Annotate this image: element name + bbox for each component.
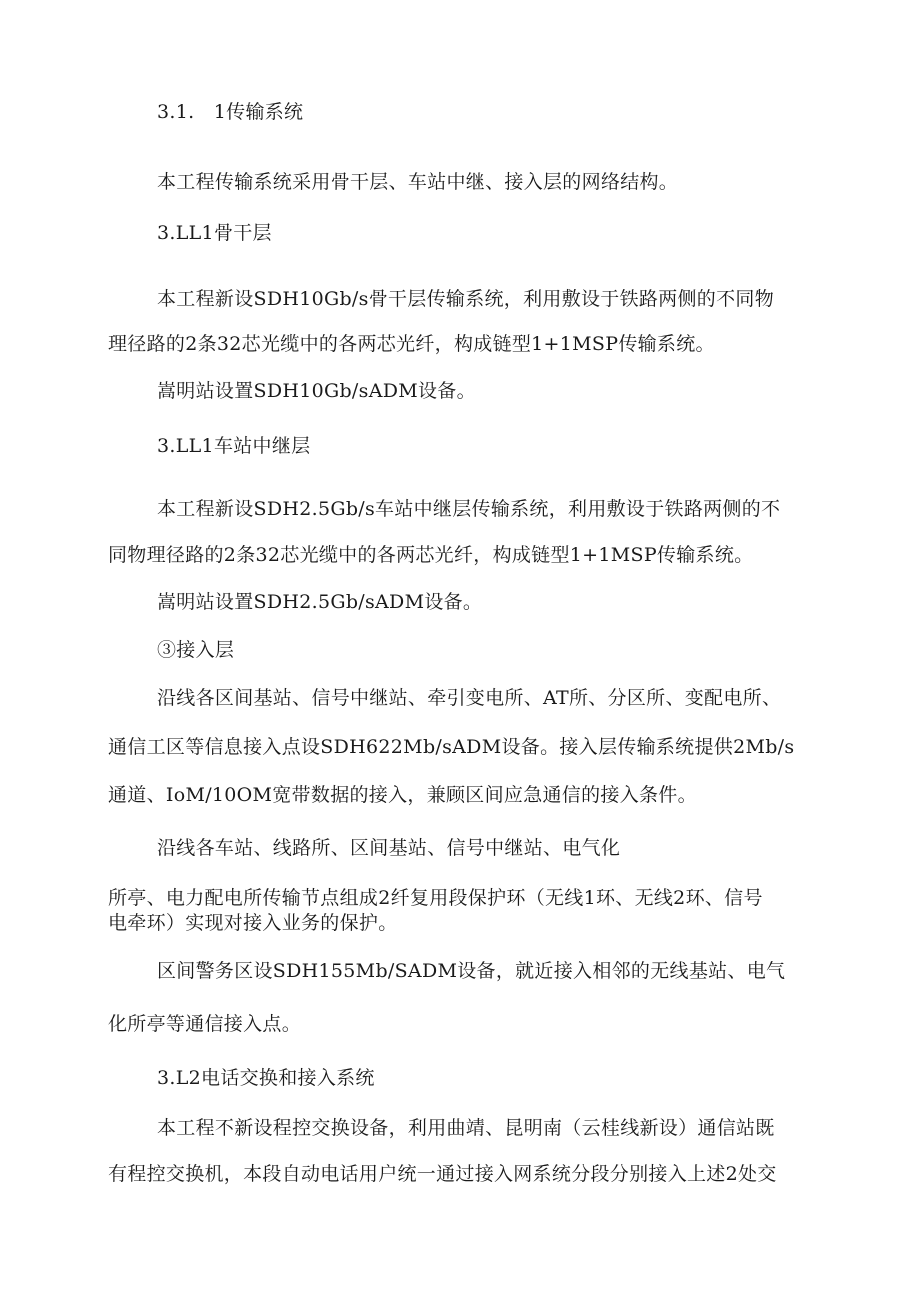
- section-heading: 3.1. 1传输系统: [157, 101, 304, 123]
- paragraph-line: 化所亭等通信接入点。: [108, 1013, 302, 1035]
- subsection-heading: ③接入层: [157, 639, 235, 661]
- paragraph-line: 沿线各车站、线路所、区间基站、信号中继站、电气化: [157, 837, 621, 859]
- paragraph-line: 沿线各区间基站、信号中继站、牵引变电所、AT所、分区所、变配电所、: [157, 687, 782, 709]
- paragraph-line: 所亭、电力配电所传输节点组成2纤复用段保护环（无线1环、无线2环、信号: [108, 887, 763, 909]
- paragraph-line: 本工程新设SDH10Gb∕s骨干层传输系统，利用敷设于铁路两侧的不同物: [157, 288, 774, 310]
- paragraph-line: 区间警务区设SDH155Mb∕SADM设备，就近接入相邻的无线基站、电气: [157, 960, 786, 982]
- paragraph-line: 通道、IoM/10OM宽带数据的接入，兼顾区间应急通信的接入条件。: [108, 784, 697, 806]
- paragraph-line: 嵩明站设置SDH2.5Gb∕sADM设备。: [157, 591, 483, 613]
- paragraph-line: 同物理径路的2条32芯光缆中的各两芯光纤，构成链型1+1MSP传输系统。: [108, 544, 754, 566]
- paragraph-line: 本工程新设SDH2.5Gb∕s车站中继层传输系统，利用敷设于铁路两侧的不: [157, 498, 781, 520]
- subsection-heading: 3.L2电话交换和接入系统: [157, 1067, 375, 1089]
- paragraph-line: 本工程不新设程控交换设备，利用曲靖、昆明南（云桂线新设）通信站既: [157, 1117, 775, 1139]
- paragraph-line: 理径路的2条32芯光缆中的各两芯光纤，构成链型1+1MSP传输系统。: [108, 333, 715, 355]
- paragraph-line: 有程控交换机，本段自动电话用户统一通过接入网系统分段分别接入上述2处交: [108, 1163, 777, 1185]
- subsection-heading: 3.LL1车站中继层: [157, 435, 311, 457]
- paragraph-line: 本工程传输系统采用骨干层、车站中继、接入层的网络结构。: [157, 171, 679, 193]
- subsection-heading: 3.LL1骨干层: [157, 222, 272, 244]
- paragraph-line: 通信工区等信息接入点设SDH622Mb∕sADM设备。接入层传输系统提供2Mb∕s: [108, 736, 795, 758]
- paragraph-line: 嵩明站设置SDH10Gb∕sADM设备。: [157, 380, 476, 402]
- paragraph-line: 电牵环）实现对接入业务的保护。: [108, 912, 398, 934]
